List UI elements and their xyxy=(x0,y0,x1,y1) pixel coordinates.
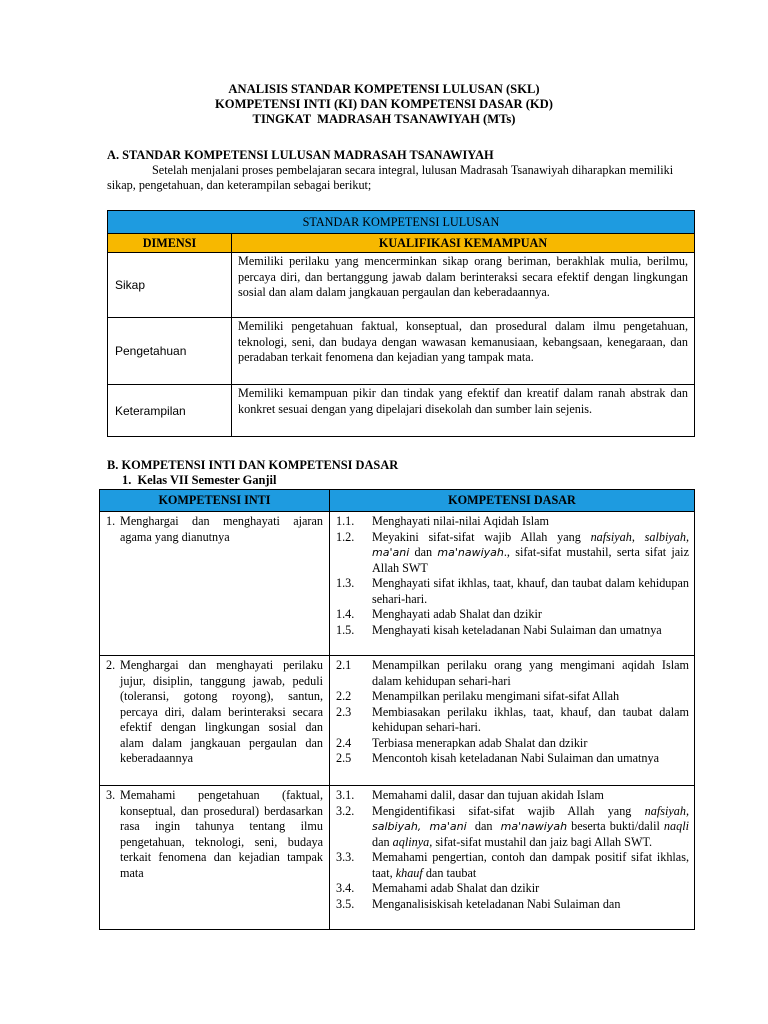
title-line-2: KOMPETENSI INTI (KI) DAN KOMPETENSI DASAR (KD) xyxy=(215,97,553,111)
dimensi-cell: Pengetahuan xyxy=(108,318,232,385)
ki-kd-row xyxy=(100,656,695,786)
ki-text: Menghargai dan menghayati perilaku jujur, disiplin, tanggung jawab, peduli (toleransi, gotong royong), santun, percaya diri, dalam berinteraksi secara efektif dengan lingkungan sosial dan alam dalam jangkauan pergaulan dan keberadaannya xyxy=(120,658,323,765)
title-line-1: ANALISIS STANDAR KOMPETENSI LULUSAN (SKL) xyxy=(228,82,540,96)
ki-number: 3. xyxy=(106,788,116,802)
kd-text: Menganalisiskisah keteladanan Nabi Sulaiman dan xyxy=(372,896,621,911)
class-subheading: 1. Kelas VII Semester Ganjil xyxy=(122,473,277,487)
skl-row xyxy=(108,318,695,385)
kd-text: Menampilkan perilaku orang yang mengimani aqidah Islam dalam kehidupan sehari-hari xyxy=(372,658,689,688)
kd-term: ma'ani xyxy=(372,546,410,559)
kd-text-part: Mengidentifikasi sifat-sifat wajib Allah yang xyxy=(372,803,645,818)
kd-text: Menampilkan perilaku mengimani sifat-sifat Allah xyxy=(372,689,620,703)
ki-text: Menghargai dan menghayati ajaran agama yang dianutnya xyxy=(120,514,323,544)
section-a-intro xyxy=(107,163,693,193)
kd-cell xyxy=(330,656,695,786)
ki-kd-row xyxy=(100,786,695,930)
kd-item xyxy=(336,788,689,804)
kd-term: ma'ani xyxy=(429,820,467,833)
kd-item xyxy=(336,689,689,705)
ki-kd-table xyxy=(99,489,695,930)
ki-kd-row xyxy=(100,512,695,656)
kd-text-part: sifat-sifat mustahil dan jaiz bagi Allah SWT. xyxy=(432,834,653,849)
col-kualifikasi-header: KUALIFIKASI KEMAMPUAN xyxy=(232,234,695,253)
kd-number: 1.2. xyxy=(336,529,355,544)
col-kd-header: KOMPETENSI DASAR xyxy=(330,490,695,512)
kd-term: nafsiyah, xyxy=(644,803,689,818)
kd-cell xyxy=(330,786,695,930)
ki-number: 2. xyxy=(106,658,116,672)
kd-item xyxy=(336,705,689,736)
kd-text: Terbiasa menerapkan adab Shalat dan dzikir xyxy=(372,735,588,750)
intro-text: Setelah menjalani proses pembelajaran secara integral, lulusan Madrasah Tsanawiyah diharapkan memiliki sikap, pengetahuan, dan keterampilan sebagai berikut; xyxy=(107,163,674,192)
kd-item xyxy=(336,607,689,623)
col-ki-header: KOMPETENSI INTI xyxy=(100,490,330,512)
kd-term: khauf xyxy=(395,865,423,880)
section-b-heading-block xyxy=(107,458,398,488)
kd-text-part: Memahami pengertian, contoh dan dampak positif sifat ikhlas, taat, xyxy=(372,850,689,880)
skl-row xyxy=(108,253,695,318)
title-line-3: TINGKAT MADRASAH TSANAWIYAH (MTs) xyxy=(252,112,516,126)
kd-text: Membiasakan perilaku ikhlas, taat, khauf, dan taubat dalam kehidupan sehari-hari. xyxy=(372,704,689,734)
kd-text-part: dan xyxy=(372,834,393,849)
kd-item xyxy=(336,850,689,881)
kd-text-part: ., sifat-sifat mustahil, serta sifat jaiz Allah SWT xyxy=(372,545,689,575)
kd-item xyxy=(336,881,689,897)
kd-text: Memahami adab Shalat dan dzikir xyxy=(372,881,540,895)
kd-item xyxy=(336,623,689,639)
kd-term: ma'nawiyah xyxy=(500,820,568,833)
kd-number: 3.2. xyxy=(336,803,355,818)
kd-number: 3.4. xyxy=(336,881,355,895)
kd-item xyxy=(336,804,689,851)
kd-term: aqlinya, xyxy=(392,834,433,849)
kualifikasi-cell: Memiliki pengetahuan faktual, konseptual, dan prosedural dalam ilmu pengetahuan, teknologi, seni, dan budaya dengan wawasan kemanusiaan, kebangsaan, kenegaraan, dan peradaban terkait fenomena dan kejadian yang tampak mata. xyxy=(232,318,695,385)
kd-term: salbiyah, xyxy=(644,529,690,544)
col-dimensi-header: DIMENSI xyxy=(108,234,232,253)
kd-number: 1.4. xyxy=(336,607,355,621)
kd-number: 2.2 xyxy=(336,689,352,703)
skl-table xyxy=(107,210,695,437)
kd-text-part: dan xyxy=(466,819,501,833)
section-a-heading: A. STANDAR KOMPETENSI LULUSAN MADRASAH TSANAWIYAH xyxy=(107,148,494,162)
kd-item xyxy=(336,897,689,913)
kd-item xyxy=(336,530,689,577)
kd-number: 3.5. xyxy=(336,896,355,911)
kd-number: 3.3. xyxy=(336,850,355,864)
kd-number: 1.1. xyxy=(336,514,355,528)
ki-number: 1. xyxy=(106,514,116,528)
kd-item xyxy=(336,658,689,689)
kd-text: Menghayati kisah keteladanan Nabi Sulaiman dan umatnya xyxy=(372,622,662,637)
kd-text xyxy=(372,530,689,577)
kd-number: 2.4 xyxy=(336,735,352,750)
ki-cell xyxy=(100,512,330,656)
kualifikasi-cell: Memiliki perilaku yang mencerminkan sikap orang beriman, berakhlak mulia, berilmu, percaya diri, dan bertanggung jawab dalam berinteraksi secara efektif dengan lingkungan sosial dan alam dalam jangkauan pergaulan dan keberadaannya. xyxy=(232,253,695,318)
kd-text-part: beserta bukti/dalil xyxy=(567,819,664,833)
skl-table-title: STANDAR KOMPETENSI LULUSAN xyxy=(108,211,695,234)
kd-number: 2.5 xyxy=(336,751,352,765)
kd-text: Menghayati nilai-nilai Aqidah Islam xyxy=(372,514,550,528)
kd-text: Memahami dalil, dasar dan tujuan akidah Islam xyxy=(372,788,604,802)
kd-text xyxy=(372,804,689,851)
kd-number: 2.1 xyxy=(336,658,352,672)
kd-text: Menghayati sifat ikhlas, taat, khauf, dan taubat dalam kehidupan sehari-hari. xyxy=(372,576,689,606)
kd-text xyxy=(372,850,689,881)
dimensi-cell: Keterampilan xyxy=(108,385,232,437)
kd-term: nafsiyah xyxy=(590,529,632,544)
dimensi-cell: Sikap xyxy=(108,253,232,318)
kd-text: Mencontoh kisah keteladanan Nabi Sulaiman dan umatnya xyxy=(372,751,660,765)
kd-text-part: , xyxy=(631,529,645,544)
kd-number: 2.3 xyxy=(336,704,352,719)
kd-text-part: Meyakini sifat-sifat wajib Allah yang xyxy=(372,529,591,544)
ki-cell xyxy=(100,656,330,786)
kd-item xyxy=(336,514,689,530)
ki-cell xyxy=(100,786,330,930)
kualifikasi-cell: Memiliki kemampuan pikir dan tindak yang efektif dan kreatif dalam ranah abstrak dan konkret sesuai dengan yang dipelajari disekolah dan sumber lain sejenis. xyxy=(232,385,695,437)
kd-item xyxy=(336,576,689,607)
kd-number: 1.5. xyxy=(336,622,355,637)
kd-item xyxy=(336,736,689,752)
kd-text: Menghayati adab Shalat dan dzikir xyxy=(372,607,542,621)
kd-term: ma'nawiyah xyxy=(437,546,504,559)
kd-text-part: dan taubat xyxy=(422,865,477,880)
kd-term: salbiyah, xyxy=(372,820,422,833)
kd-number: 1.3. xyxy=(336,576,355,590)
section-b-heading: B. KOMPETENSI INTI DAN KOMPETENSI DASAR xyxy=(107,458,399,472)
skl-row xyxy=(108,385,695,437)
document-title xyxy=(0,82,768,127)
kd-number: 3.1. xyxy=(336,788,355,802)
kd-cell xyxy=(330,512,695,656)
kd-text-part: dan xyxy=(409,545,438,559)
ki-text: Memahami pengetahuan (faktual, konseptual, dan prosedural) berdasarkan rasa ingin tahunya tentang ilmu pengetahuan, teknologi, seni, budaya terkait fenomena dan kejadian tampak mata xyxy=(120,788,323,880)
kd-item xyxy=(336,751,689,767)
kd-term: naqli xyxy=(663,819,689,833)
